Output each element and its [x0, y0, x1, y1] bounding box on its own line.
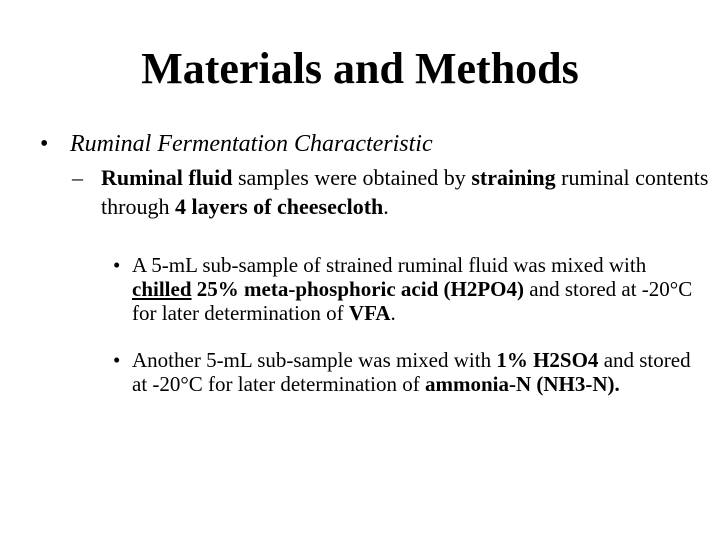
- text-run: and stored at -20°C for later determination of: [132, 277, 693, 325]
- text-run: .: [390, 301, 396, 325]
- bullet-level3-text: [113, 348, 703, 396]
- text-run: .: [383, 194, 389, 219]
- bullet-dot-icon: •: [40, 131, 49, 157]
- bullet-level3-ammonia: [113, 348, 703, 396]
- bullet-dot-icon: •: [113, 253, 121, 277]
- dash-bullet-icon: –: [72, 165, 83, 190]
- term-ruminal-fluid: Ruminal fluid: [101, 165, 233, 190]
- slide-title: Materials and Methods: [141, 44, 579, 93]
- text-run: A 5-mL sub-sample of strained ruminal fluid was mixed with: [132, 253, 647, 277]
- term-vfa: VFA: [348, 301, 391, 325]
- sub-bullet-text: [72, 163, 712, 221]
- text-run: samples were obtained by: [232, 165, 472, 190]
- term-straining: straining: [471, 165, 556, 190]
- bullet-level1: [40, 127, 700, 161]
- sub-bullet-ruminal-fluid: [72, 163, 712, 221]
- bullet-level3-text: [113, 253, 703, 325]
- text-run: Another 5-mL sub-sample was mixed with: [132, 348, 497, 372]
- term-cheesecloth: 4 layers of cheesecloth: [174, 194, 384, 219]
- bullet-level1-text: Ruminal Fermentation Characteristic: [70, 131, 433, 157]
- text-run: ruminal contents through: [101, 165, 709, 219]
- term-chilled: chilled: [132, 277, 192, 301]
- term-meta-phosphoric-acid: 25% meta-phosphoric acid (H2PO4): [196, 277, 524, 301]
- term-ammonia-n: ammonia-N (NH3-N).: [424, 372, 620, 396]
- term-h2so4: 1% H2SO4: [496, 348, 599, 372]
- bullet-level3-vfa: [113, 253, 703, 325]
- text-run: and stored at -20°C for later determination of: [132, 348, 691, 396]
- bullet-dot-icon: •: [113, 348, 121, 372]
